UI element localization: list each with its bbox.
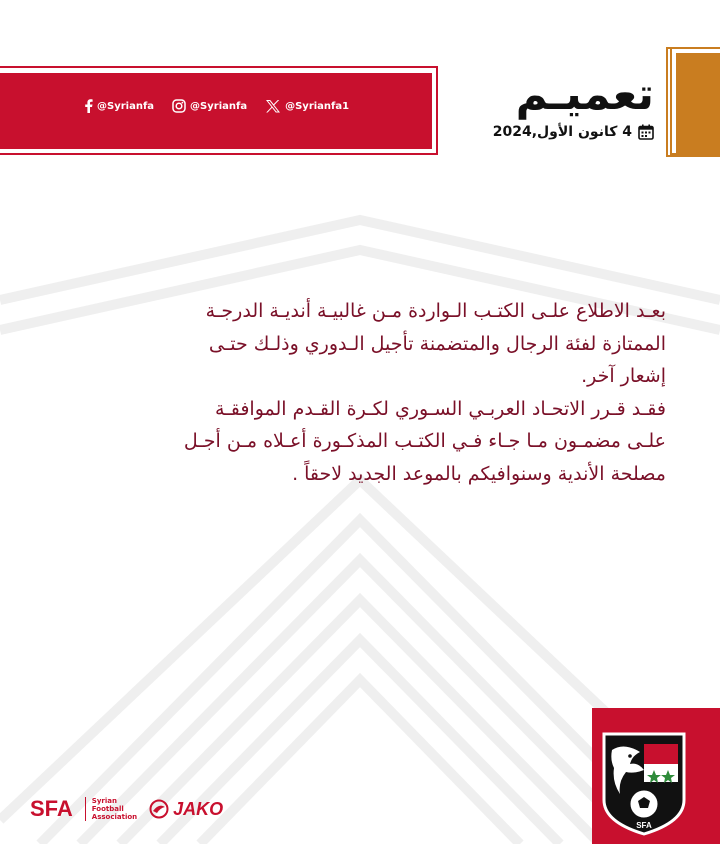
body-line: مصلحة الأندية وسنوافيكم بالموعد الجديد لاحقاً .	[292, 462, 666, 485]
body-line: الممتازة لفئة الرجال والمتضمنة تأجيل الـدوري وذلـك حتـى	[208, 332, 666, 355]
social-instagram[interactable]	[172, 99, 247, 113]
footer-logos	[30, 796, 223, 822]
sfa-logo: SFA	[30, 796, 73, 821]
social-facebook[interactable]	[84, 99, 154, 113]
sfa-subtitle	[85, 797, 137, 821]
jako-text: JAKO	[173, 798, 224, 819]
sfa-emblem-icon	[600, 730, 688, 838]
body-line: علـى مضمـون مـا جـاء فـي الكتـب المذكـورة أعـلاه مـن أجـل	[183, 430, 666, 452]
body-line: فقـد قـرر الاتحـاد العربـي السـوري لكـرة القـدم الموافقـة	[214, 397, 666, 420]
gold-accent-block	[672, 49, 720, 153]
sfa-sub-line: Football	[91, 805, 124, 813]
sfa-sub-line: Syrian	[91, 797, 117, 805]
emblem-text: SFA	[636, 821, 652, 830]
facebook-handle: @Syrianfa	[97, 100, 155, 112]
jako-logo	[149, 799, 223, 820]
page-title: تعميـم	[515, 69, 654, 120]
x-icon	[265, 99, 281, 113]
title-block	[444, 66, 654, 156]
body-line: إشعار آخر.	[581, 365, 666, 387]
instagram-handle: @Syrianfa	[190, 100, 248, 112]
social-links	[84, 96, 349, 116]
announcement-body	[96, 295, 666, 490]
calendar-icon	[638, 124, 654, 140]
date-row	[444, 124, 654, 140]
x-handle: @Syrianfa1	[285, 100, 350, 112]
instagram-icon	[172, 99, 186, 113]
body-line: بعـد الاطلاع علـى الكتـب الـواردة مـن غالبيـة أنديـة الدرجـة	[205, 300, 666, 322]
jako-mark-icon	[149, 799, 169, 819]
social-x[interactable]	[265, 99, 349, 113]
date-text: 4 كانون الأول,2024	[492, 124, 632, 140]
sfa-sub-line: Association	[91, 813, 138, 821]
facebook-icon	[84, 99, 93, 113]
